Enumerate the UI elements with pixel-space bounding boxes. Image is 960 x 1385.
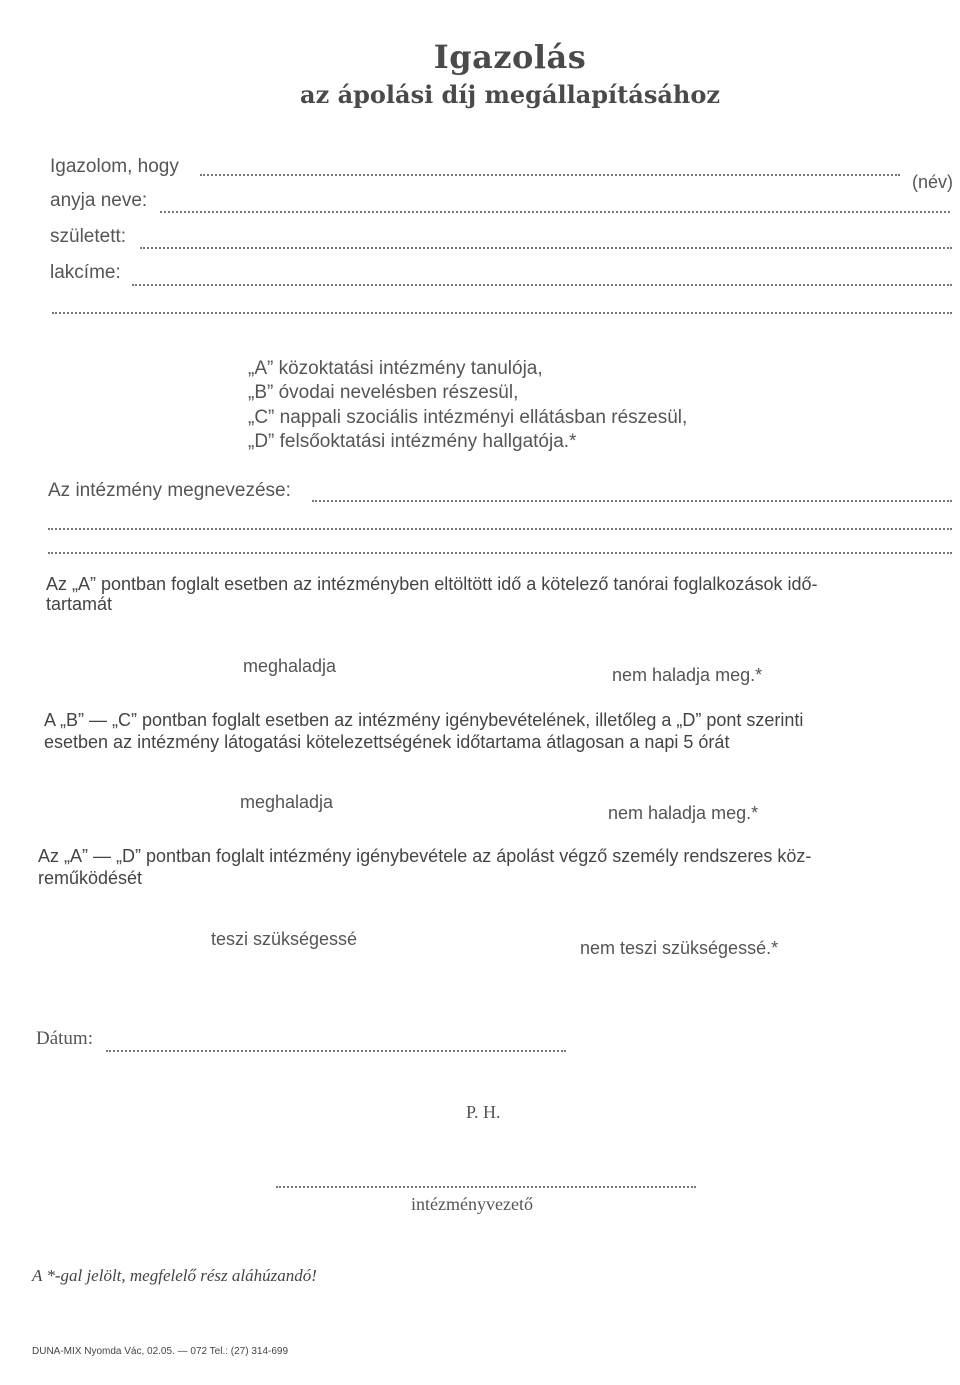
born-fill-line[interactable] — [140, 247, 952, 249]
address-label: lakcíme: — [50, 262, 121, 283]
institution-fill-line-3[interactable] — [48, 552, 952, 554]
stamp-label: P. H. — [466, 1102, 501, 1122]
signature-fill-line[interactable] — [276, 1186, 696, 1188]
date-label: Dátum: — [36, 1028, 93, 1049]
section-bcd-choice-exceeds[interactable]: meghaladja — [240, 792, 334, 812]
section-ad-choice-not-necessary[interactable]: nem teszi szükségessé.* — [580, 938, 779, 958]
document-subtitle: az ápolási díj megállapításához — [300, 80, 720, 109]
mother-name-fill-line[interactable] — [160, 211, 950, 213]
option-b: „B” óvodai nevelésben részesül, — [248, 382, 519, 403]
born-label: született: — [50, 226, 127, 247]
name-suffix: (név) — [912, 172, 954, 192]
section-ad-choice-necessary[interactable]: teszi szükségessé — [211, 929, 358, 949]
footnote: A *-gal jelölt, megfelelő rész aláhúzandó! — [32, 1266, 317, 1285]
institution-fill-line-2[interactable] — [48, 528, 952, 530]
section-ad-text-2: reműködését — [38, 868, 143, 888]
option-c: „C” nappali szociális intézményi ellátásban részesül, — [248, 407, 688, 428]
section-a-text-2: tartamát — [46, 594, 113, 614]
name-fill-line[interactable] — [200, 174, 900, 176]
printer-info: DUNA-MIX Nyomda Vác, 02.05. — 072 Tel.: (27) 314-699 — [32, 1346, 289, 1357]
section-a-choice-exceeds[interactable]: meghaladja — [243, 656, 337, 676]
igazolom-label: Igazolom, hogy — [50, 156, 179, 177]
institution-label: Az intézmény megnevezése: — [48, 480, 291, 501]
section-bcd-text-2: esetben az intézmény látogatási kötelezettségének időtartama átlagosan a napi 5 órát — [44, 732, 730, 752]
signature-label: intézményvezető — [411, 1194, 533, 1214]
option-a: „A” közoktatási intézmény tanulója, — [248, 358, 543, 379]
institution-fill-line[interactable] — [312, 500, 952, 502]
option-d: „D” felsőoktatási intézmény hallgatója.* — [248, 431, 577, 452]
section-ad-text-1: Az „A” — „D” pontban foglalt intézmény igénybevétele az ápolást végző személy rendszeres köz- — [38, 846, 812, 866]
section-bcd-text-1: A „B” — „C” pontban foglalt esetben az intézmény igénybevételének, illetőleg a „D” pont szerinti — [44, 710, 804, 730]
section-a-text-1: Az „A” pontban foglalt esetben az intézményben eltöltött idő a kötelező tanórai foglalkozások idő- — [46, 574, 818, 594]
date-fill-line[interactable] — [106, 1050, 566, 1052]
mother-name-label: anyja neve: — [50, 190, 148, 211]
address-fill-line[interactable] — [132, 284, 952, 286]
address-fill-line-2[interactable] — [52, 312, 952, 314]
document-title: Igazolás — [433, 38, 587, 76]
section-bcd-choice-not-exceeds[interactable]: nem haladja meg.* — [608, 803, 759, 823]
section-a-choice-not-exceeds[interactable]: nem haladja meg.* — [612, 665, 763, 685]
